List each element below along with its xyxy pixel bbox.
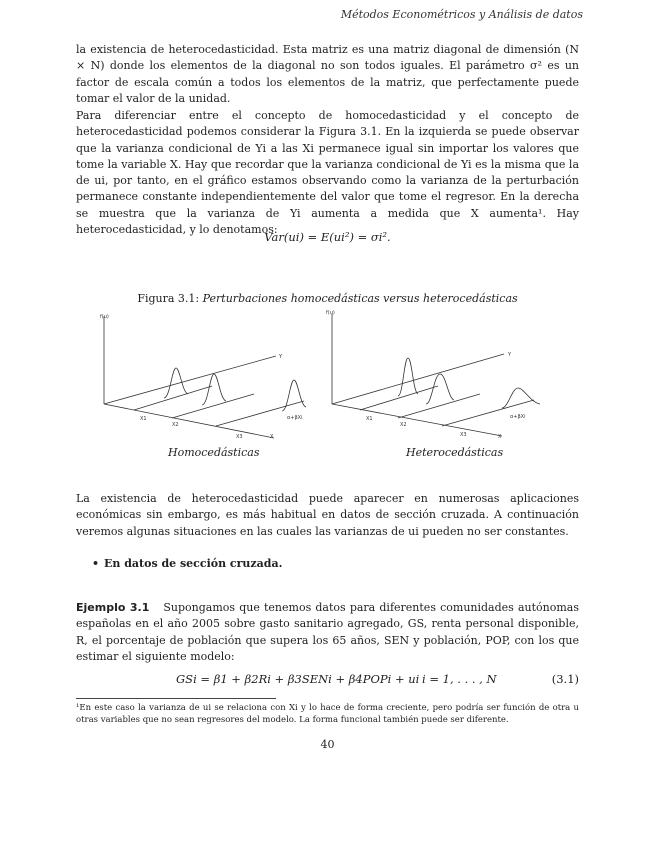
figure-3-1: [94, 306, 584, 464]
left-regression-line: [104, 356, 276, 404]
left-slice-3: [216, 401, 304, 426]
left-density-1: [164, 368, 188, 398]
left-panel-label: Homocedásticas: [168, 446, 260, 459]
left-slice-2: [172, 394, 254, 418]
left-x2-label: X2: [172, 422, 179, 428]
left-density-2: [202, 374, 226, 405]
left-vertical-label: f(u): [100, 314, 109, 320]
right-panel-heterocedastic: [326, 310, 540, 440]
right-x-label: X: [498, 434, 502, 440]
left-x1-label: X1: [140, 416, 147, 422]
page-number: 40: [320, 738, 335, 751]
left-slice-1: [134, 386, 212, 410]
bullet-item: [92, 557, 282, 570]
right-x1-label: X1: [366, 416, 373, 422]
right-slice-1: [360, 386, 438, 410]
variance-equation: Var(ui) = E(ui²) = σi².: [264, 230, 391, 244]
paragraph-figure-discussion: Para diferenciar entre el concepto de homocedasticidad y el concepto de heterocedasticidad podemos considerar la Figura 3.1. En la izquierda se puede observar que la varianza condicional de Yi a las Xi permanece igual sin importar los valores que tome la variable X. Hay que recordar que la varianza condicional de Yi es la misma que la de ui, por tanto, en el gráfico estamos observando como la varianza de la perturbación permanece constante independientemente del valor que tome el regresor. En la derecha se muestra que la varianza de Yi aumenta a medida que X aumenta¹. Hay heterocedasticidad, y lo denotamos:: [76, 109, 579, 237]
right-density-1: [398, 358, 418, 396]
footnote: ¹En este caso la varianza de ui se relaciona con Xi y lo hace de forma creciente, pero podría ser función de otra u otras variables que no sean regresores del modelo. La forma funcional también puede ser diferente.: [76, 703, 579, 725]
figure-caption: [76, 292, 579, 305]
equation-number: (3.1): [551, 672, 579, 686]
figure-caption-title: Perturbaciones homocedásticas versus heterocedásticas: [202, 292, 518, 305]
left-y-label: Y: [279, 354, 283, 360]
left-line-label: α+βXi: [287, 415, 303, 421]
example-text: Supongamos que tenemos datos para diferentes comunidades autónomas españolas en el año 2005 sobre gasto sanitario agregado, GS, renta personal disponible, R, el porcentaje de población que supera los 65 años, SEN y población, POP, con los que estimar el siguiente modelo:: [76, 601, 579, 663]
model-lhs: GSi = β1 + β2Ri + β3SENi + β4POPi + ui: [176, 672, 420, 686]
right-y-label: Y: [508, 352, 512, 358]
figure-svg: [94, 306, 584, 464]
paragraph-cross-section: La existencia de heterocedasticidad puede aparecer en numerosas aplicaciones económicas sin embargo, es más habitual en datos de sección cruzada. A continuación veremos algunas situaciones en las cuales las varianzas de ui pueden no ser constantes.: [76, 492, 579, 538]
right-density-3: [502, 388, 540, 408]
left-x-label: X: [270, 434, 274, 440]
right-slice-2: [398, 394, 480, 418]
bullet-text: En datos de sección cruzada.: [104, 557, 283, 570]
figure-caption-prefix: Figura 3.1:: [137, 292, 203, 305]
right-line-label: α+βXi: [510, 414, 526, 420]
right-panel-label: Heterocedásticas: [406, 446, 504, 459]
right-density-2: [426, 374, 454, 404]
paragraph-intro: la existencia de heterocedasticidad. Esta matriz es una matriz diagonal de dimensión (N × N) donde los elementos de la diagonal no son todos iguales. El parámetro σ² es un factor de escala común a todos los elementos de la matriz, que perfectamente puede tomar el valor de la unidad.: [76, 43, 579, 105]
example-heading: Ejemplo 3.1: [76, 601, 150, 614]
right-regression-line: [332, 354, 504, 404]
example-paragraph: [76, 600, 579, 665]
model-range: i = 1, . . . , N: [422, 672, 497, 686]
running-header: Métodos Econométricos y Análisis de datos: [340, 8, 583, 21]
left-density-3: [282, 380, 306, 411]
right-x-axis: [332, 404, 502, 436]
right-x3-label: X3: [460, 432, 467, 438]
bullet-marker: •: [92, 557, 100, 570]
right-x2-label: X2: [400, 422, 407, 428]
right-slice-3: [442, 400, 534, 426]
footnote-rule: [76, 698, 276, 699]
right-vertical-label: f(u): [326, 310, 335, 316]
left-x-axis: [104, 404, 274, 438]
left-panel-homocedastic: [100, 314, 306, 440]
left-x3-label: X3: [236, 434, 243, 440]
